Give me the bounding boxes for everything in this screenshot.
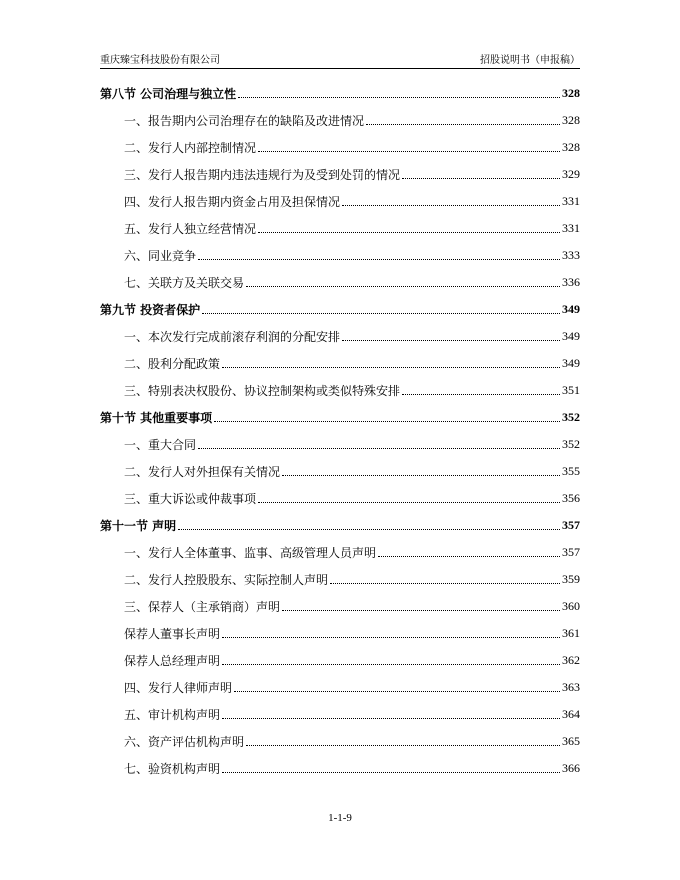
toc-section-entry[interactable] xyxy=(100,404,580,431)
toc-dot-leader xyxy=(282,609,560,611)
toc-subsection-entry[interactable] xyxy=(100,107,580,134)
toc-entry-label: 六、资产评估机构声明 xyxy=(124,735,245,749)
toc-dot-leader xyxy=(258,150,560,152)
toc-dot-leader xyxy=(178,528,560,530)
toc-entry-page-number: 333 xyxy=(562,248,580,262)
toc-dot-leader xyxy=(402,393,560,395)
toc-entry-label: 保荐人董事长声明 xyxy=(124,627,221,641)
toc-subsection-entry[interactable] xyxy=(100,269,580,296)
toc-entry-page-number: 331 xyxy=(562,194,580,208)
toc-subsection-entry[interactable] xyxy=(100,377,580,404)
toc-entry-label: 四、发行人律师声明 xyxy=(124,681,233,695)
toc-entry-page-number: 352 xyxy=(562,437,580,451)
toc-subsection-entry[interactable] xyxy=(100,350,580,377)
toc-dot-leader xyxy=(258,501,560,503)
toc-entry-label: 五、发行人独立经营情况 xyxy=(124,222,257,236)
toc-subsection-entry[interactable] xyxy=(100,134,580,161)
toc-entry-page-number: 356 xyxy=(562,491,580,505)
toc-entry-page-number: 364 xyxy=(562,707,580,721)
toc-subsection-entry[interactable] xyxy=(100,161,580,188)
toc-entry-page-number: 357 xyxy=(562,545,580,559)
toc-entry-label: 三、保荐人（主承销商）声明 xyxy=(124,600,281,614)
toc-subsection-entry[interactable] xyxy=(100,242,580,269)
page-header xyxy=(100,53,580,69)
toc-dot-leader xyxy=(222,366,560,368)
toc-subsection-entry[interactable] xyxy=(100,674,580,701)
toc-entry-page-number: 328 xyxy=(562,86,580,100)
toc-subsection-entry[interactable] xyxy=(100,620,580,647)
toc-entry-label: 第十一节 声明 xyxy=(100,519,177,533)
toc-entry-page-number: 328 xyxy=(562,140,580,154)
toc-subsection-entry[interactable] xyxy=(100,215,580,242)
toc-entry-label: 七、验资机构声明 xyxy=(124,762,221,776)
toc-dot-leader xyxy=(366,123,560,125)
toc-dot-leader xyxy=(222,663,560,665)
toc-dot-leader xyxy=(282,474,560,476)
toc-dot-leader xyxy=(222,771,560,773)
toc-entry-page-number: 357 xyxy=(562,518,580,532)
toc-dot-leader xyxy=(238,96,560,98)
toc-entry-page-number: 362 xyxy=(562,653,580,667)
toc-entry-page-number: 329 xyxy=(562,167,580,181)
toc-entry-label: 第十节 其他重要事项 xyxy=(100,411,213,425)
toc-dot-leader xyxy=(330,582,560,584)
toc-dot-leader xyxy=(214,420,560,422)
toc-entry-label: 第八节 公司治理与独立性 xyxy=(100,87,237,101)
toc-subsection-entry[interactable] xyxy=(100,458,580,485)
toc-entry-label: 一、本次发行完成前滚存利润的分配安排 xyxy=(124,330,341,344)
toc-subsection-entry[interactable] xyxy=(100,431,580,458)
toc-entry-label: 六、同业竞争 xyxy=(124,249,197,263)
toc-entry-label: 保荐人总经理声明 xyxy=(124,654,221,668)
page-number: 1-1-9 xyxy=(328,812,352,824)
toc-subsection-entry[interactable] xyxy=(100,647,580,674)
page-footer xyxy=(0,812,680,824)
toc-subsection-entry[interactable] xyxy=(100,323,580,350)
toc-entry-label: 七、关联方及关联交易 xyxy=(124,276,245,290)
toc-entry-label: 二、发行人内部控制情况 xyxy=(124,141,257,155)
toc-entry-page-number: 349 xyxy=(562,356,580,370)
header-company-name: 重庆臻宝科技股份有限公司 xyxy=(100,55,220,66)
toc-entry-label: 一、发行人全体董事、监事、高级管理人员声明 xyxy=(124,546,377,560)
header-divider xyxy=(100,68,580,69)
toc-dot-leader xyxy=(222,636,560,638)
toc-subsection-entry[interactable] xyxy=(100,485,580,512)
toc-dot-leader xyxy=(342,339,560,341)
toc-subsection-entry[interactable] xyxy=(100,188,580,215)
toc-dot-leader xyxy=(402,177,560,179)
toc-entry-page-number: 352 xyxy=(562,410,580,424)
toc-subsection-entry[interactable] xyxy=(100,593,580,620)
toc-entry-label: 三、发行人报告期内违法违规行为及受到处罚的情况 xyxy=(124,168,401,182)
toc-subsection-entry[interactable] xyxy=(100,566,580,593)
toc-entry-label: 五、审计机构声明 xyxy=(124,708,221,722)
toc-entry-label: 三、重大诉讼或仲裁事项 xyxy=(124,492,257,506)
toc-subsection-entry[interactable] xyxy=(100,755,580,782)
toc-section-entry[interactable] xyxy=(100,296,580,323)
toc-dot-leader xyxy=(202,312,560,314)
toc-entry-label: 二、发行人对外担保有关情况 xyxy=(124,465,281,479)
toc-entry-page-number: 363 xyxy=(562,680,580,694)
toc-dot-leader xyxy=(234,690,560,692)
toc-subsection-entry[interactable] xyxy=(100,728,580,755)
toc-entry-page-number: 328 xyxy=(562,113,580,127)
toc-entry-page-number: 349 xyxy=(562,302,580,316)
header-document-type: 招股说明书（申报稿） xyxy=(480,55,580,66)
toc-entry-page-number: 331 xyxy=(562,221,580,235)
toc-dot-leader xyxy=(198,447,560,449)
toc-entry-page-number: 361 xyxy=(562,626,580,640)
toc-dot-leader xyxy=(246,285,560,287)
toc-entry-page-number: 336 xyxy=(562,275,580,289)
toc-dot-leader xyxy=(222,717,560,719)
toc-dot-leader xyxy=(342,204,560,206)
toc-dot-leader xyxy=(378,555,560,557)
toc-entry-label: 一、报告期内公司治理存在的缺陷及改进情况 xyxy=(124,114,365,128)
table-of-contents xyxy=(100,80,580,782)
toc-dot-leader xyxy=(246,744,560,746)
toc-section-entry[interactable] xyxy=(100,80,580,107)
toc-entry-label: 三、特别表决权股份、协议控制架构或类似特殊安排 xyxy=(124,384,401,398)
toc-entry-page-number: 351 xyxy=(562,383,580,397)
toc-entry-page-number: 349 xyxy=(562,329,580,343)
toc-entry-label: 二、股利分配政策 xyxy=(124,357,221,371)
toc-subsection-entry[interactable] xyxy=(100,539,580,566)
toc-dot-leader xyxy=(198,258,560,260)
toc-subsection-entry[interactable] xyxy=(100,701,580,728)
toc-entry-page-number: 360 xyxy=(562,599,580,613)
toc-entry-label: 二、发行人控股股东、实际控制人声明 xyxy=(124,573,329,587)
toc-dot-leader xyxy=(258,231,560,233)
toc-entry-label: 四、发行人报告期内资金占用及担保情况 xyxy=(124,195,341,209)
toc-entry-page-number: 359 xyxy=(562,572,580,586)
toc-entry-page-number: 365 xyxy=(562,734,580,748)
toc-entry-page-number: 366 xyxy=(562,761,580,775)
toc-entry-label: 一、重大合同 xyxy=(124,438,197,452)
toc-entry-label: 第九节 投资者保护 xyxy=(100,303,201,317)
toc-section-entry[interactable] xyxy=(100,512,580,539)
toc-entry-page-number: 355 xyxy=(562,464,580,478)
